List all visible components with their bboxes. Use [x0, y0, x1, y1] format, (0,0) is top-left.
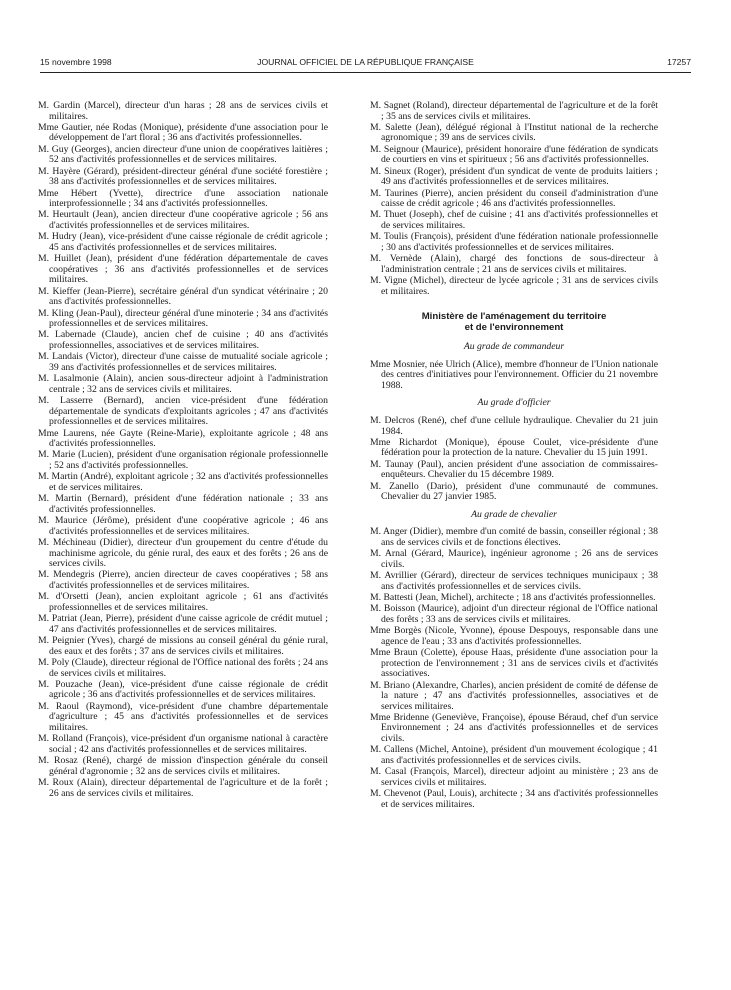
nomination-entry: M. Huillet (Jean), président d'une fédération départementale de caves coopératives ; 36 ans d'activités professionnelles et de services militaires. [38, 253, 328, 286]
commandeur-list [370, 360, 658, 392]
nomination-entry: M. Heurtault (Jean), ancien directeur d'une coopérative agricole ; 56 ans d'activités professionnelles et de services militaires. [38, 209, 328, 231]
nomination-entry: M. Lasalmonie (Alain), ancien sous-directeur adjoint à l'administration centrale ; 32 ans de services civils et militaires. [38, 373, 328, 395]
grade-heading-chevalier: Au grade de chevalier [471, 508, 557, 520]
header-title: JOURNAL OFFICIEL DE LA RÉPUBLIQUE FRANÇAISE [257, 57, 474, 67]
nomination-entry: M. Gardin (Marcel), directeur d'un haras ; 28 ans de services civils et militaires. [38, 100, 328, 122]
nomination-entry: Mme Bridenne (Geneviève, Françoise), épouse Béraud, chef d'un service Environnement ; 24 ans d'activités professionnelles et de services civils. [370, 711, 658, 745]
nomination-entry: Mme Borgès (Nicole, Yvonne), épouse Despouys, responsable dans une agence de l'eau ; 33 ans d'activités professionnelles. [370, 625, 658, 647]
chevalier-list [370, 527, 658, 810]
nomination-entry: M. d'Orsetti (Jean), ancien exploitant agricole ; 61 ans d'activités professionnelles et de services militaires. [38, 591, 328, 613]
nomination-entry: M. Guy (Georges), ancien directeur d'une union de coopératives laitières ; 52 ans d'activités professionnelles et de services militaires. [38, 143, 328, 166]
nomination-entry: M. Briano (Alexandre, Charles), ancien président de comité de défense de la nature ; 47 ans d'activités professionnelles, associatives et de services militaires. [370, 679, 658, 712]
nomination-entry: M. Taunay (Paul), ancien président d'une association de commissaires-enquêteurs. Chevalier du 15 décembre 1989. [370, 458, 658, 481]
nomination-entry: M. Delcros (René), chef d'une cellule hydraulique. Chevalier du 21 juin 1984. [370, 414, 658, 437]
nomination-entry: M. Salette (Jean), délégué régional à l'Institut national de la recherche agronomique ; 39 ans de services civils. [370, 121, 658, 144]
ministry-title [370, 311, 658, 333]
nomination-entry: M. Raoul (Raymond), vice-président d'une chambre départementale d'agriculture ; 45 ans d'activités professionnelles et de services militaires. [38, 700, 328, 733]
nomination-entry: M. Seignour (Maurice), président honoraire d'une fédération de syndicats de courtiers en vins et spiritueux ; 56 ans d'activités professionnelles. [370, 143, 658, 166]
nomination-entry: Mme Gautier, née Rodas (Monique), présidente d'une association pour le développement de l'art floral ; 36 ans d'activités professionnelles. [38, 121, 328, 144]
left-column [38, 101, 328, 800]
nomination-entry: M. Sineux (Roger), président d'un syndicat de vente de produits laitiers ; 49 ans d'activités professionnelles et de services militaires. [370, 165, 658, 188]
nomination-entry: M. Anger (Didier), membre d'un comité de bassin, conseiller régional ; 38 ans de services civils et de fonctions électives. [370, 526, 658, 548]
nomination-entry: M. Kling (Jean-Paul), directeur général d'une minoterie ; 34 ans d'activités professionnelles et de services militaires. [38, 307, 328, 330]
nomination-entry: M. Boisson (Maurice), adjoint d'un directeur régional de l'Office national des forêts ; 33 ans de services civils et militaires. [370, 603, 658, 625]
nomination-entry: M. Lasserre (Bernard), ancien vice-président d'une fédération départementale de syndicats d'exploitants agricoles ; 47 ans d'activités professionnelles et de services militaires. [38, 395, 328, 428]
nomination-entry: M. Kieffer (Jean-Pierre), secrétaire général d'un syndicat vétérinaire ; 20 ans d'activités professionnelles. [38, 285, 328, 308]
page-header [40, 57, 691, 71]
officier-list [370, 416, 658, 503]
nomination-entry: M. Sagnet (Roland), directeur départemental de l'agriculture et de la forêt ; 35 ans de services civils et militaires. [370, 100, 658, 122]
nomination-entry: Mme Mosnier, née Ulrich (Alice), membre d'honneur de l'Union nationale des centres d'initiatives pour l'environnement. Officier du 21 novembre 1988. [370, 358, 658, 391]
nomination-entry: Mme Richardot (Monique), épouse Coulet, vice-présidente d'une fédération pour la protection de la nature. Chevalier du 15 juin 1991. [370, 436, 658, 459]
nomination-entry: M. Marie (Lucien), président d'une organisation régionale professionnelle ; 52 ans d'activités professionnelles. [38, 449, 328, 471]
ministry-title-line2: et de l'environnement [464, 322, 564, 334]
nomination-entry: M. Zanello (Dario), président d'une communauté de communes. Chevalier du 27 janvier 1985. [370, 480, 658, 503]
nomination-entry: Mme Hébert (Yvette), directrice d'une association nationale interprofessionnelle ; 34 ans d'activités professionnelles. [38, 187, 328, 210]
header-rule [40, 72, 691, 73]
nomination-entry: M. Chevenot (Paul, Louis), architecte ; 34 ans d'activités professionnelles et de services militaires. [370, 788, 658, 810]
right-column [370, 101, 658, 811]
nomination-entry: M. Martin (Bernard), président d'une fédération nationale ; 33 ans d'activités professionnelles. [38, 493, 328, 515]
nomination-entry: M. Landais (Victor), directeur d'une caisse de mutualité sociale agricole ; 39 ans d'activités professionnelles et de services militaires. [38, 351, 328, 373]
nomination-entry: M. Patriat (Jean, Pierre), président d'une caisse agricole de crédit mutuel ; 47 ans d'activités professionnelles et de services militaires. [38, 613, 328, 635]
right-column-entries [370, 101, 658, 297]
nomination-entry: M. Thuet (Joseph), chef de cuisine ; 41 ans d'activités professionnelles et de services militaires. [370, 209, 658, 231]
nomination-entry: M. Casal (François, Marcel), directeur adjoint au ministère ; 23 ans de services civils et militaires. [370, 766, 658, 788]
nomination-entry: M. Toulis (François), président d'une fédération nationale professionnelle ; 30 ans d'activités professionnelles et de services militaires. [370, 231, 658, 253]
nomination-entry: M. Hayère (Gérard), président-directeur général d'une société forestière ; 38 ans d'activités professionnelles et de services militaires. [38, 165, 328, 188]
nomination-entry: M. Hudry (Jean), vice-président d'une caisse régionale de crédit agricole ; 45 ans d'activités professionnelles et de services militaires. [38, 231, 328, 253]
ministry-title-line1: Ministère de l'aménagement du territoire [421, 311, 607, 323]
grade-heading-officier: Au grade d'officier [477, 397, 551, 409]
nomination-entry: M. Rolland (François), vice-président d'un organisme national à caractère social ; 42 ans d'activités professionnelles et de services militaires. [38, 733, 328, 755]
nomination-entry: M. Callens (Michel, Antoine), président d'un mouvement écologique ; 41 ans d'activités professionnelles et de services civils. [370, 744, 658, 766]
nomination-entry: Mme Laurens, née Gayte (Reine-Marie), exploitante agricole ; 48 ans d'activités professionnelles. [38, 427, 328, 450]
header-page-number: 17257 [667, 57, 691, 67]
nomination-entry: Mme Braun (Colette), épouse Haas, présidente d'une association pour la protection de l'environnement ; 31 ans de services civils et d'activités associatives. [370, 647, 658, 680]
nomination-entry: M. Vernède (Alain), chargé des fonctions de sous-directeur à l'administration centrale ; 21 ans de services civils et militaires. [370, 253, 658, 275]
nomination-entry: M. Arnal (Gérard, Maurice), ingénieur agronome ; 26 ans de services civils. [370, 548, 658, 570]
nomination-entry: M. Rosaz (René), chargé de mission d'inspection générale du conseil général d'agronomie ; 32 ans de services civils et militaires. [38, 755, 328, 777]
nomination-entry: M. Pouzache (Jean), vice-président d'une caisse régionale de crédit agricole ; 36 ans d'activités professionnelles et de services militaires. [38, 678, 328, 701]
nomination-entry: M. Roux (Alain), directeur départemental de l'agriculture et de la forêt ; 26 ans de services civils et militaires. [38, 777, 328, 799]
grade-heading-commandeur: Au grade de commandeur [463, 341, 565, 353]
nomination-entry: M. Poly (Claude), directeur régional de l'Office national des forêts ; 24 ans de services civils et militaires. [38, 657, 328, 679]
nomination-entry: M. Peignier (Yves), chargé de missions au conseil général du génie rural, des eaux et des forêts ; 37 ans de services civils et militaires. [38, 635, 328, 657]
header-date: 15 novembre 1998 [40, 57, 112, 67]
nomination-entry: M. Labernade (Claude), ancien chef de cuisine ; 40 ans d'activités professionnelles, associatives et de services militaires. [38, 329, 328, 351]
nomination-entry: M. Battesti (Jean, Michel), architecte ; 18 ans d'activités professionnelles. [370, 591, 656, 603]
nomination-entry: M. Méchineau (Didier), directeur d'un groupement du centre d'étude du machinisme agricole, du génie rural, des eaux et des forêts ; 26 ans de services civils. [38, 537, 328, 570]
nomination-entry: M. Martin (André), exploitant agricole ; 32 ans d'activités professionnelles et de services militaires. [38, 471, 328, 493]
nomination-entry: M. Mendegris (Pierre), ancien directeur de caves coopératives ; 58 ans d'activités professionnelles et de services militaires. [38, 569, 328, 591]
nomination-entry: M. Taurines (Pierre), ancien président du conseil d'administration d'une caisse de crédit agricole ; 46 ans d'activités professionnelles. [370, 187, 658, 210]
nomination-entry: M. Avrillier (Gérard), directeur de services techniques municipaux ; 38 ans d'activités professionnelles et de services civils. [370, 570, 658, 592]
nomination-entry: M. Vigne (Michel), directeur de lycée agricole ; 31 ans de services civils et militaires. [370, 275, 658, 297]
nomination-entry: M. Maurice (Jérôme), président d'une coopérative agricole ; 46 ans d'activités professionnelles et de services militaires. [38, 515, 328, 537]
